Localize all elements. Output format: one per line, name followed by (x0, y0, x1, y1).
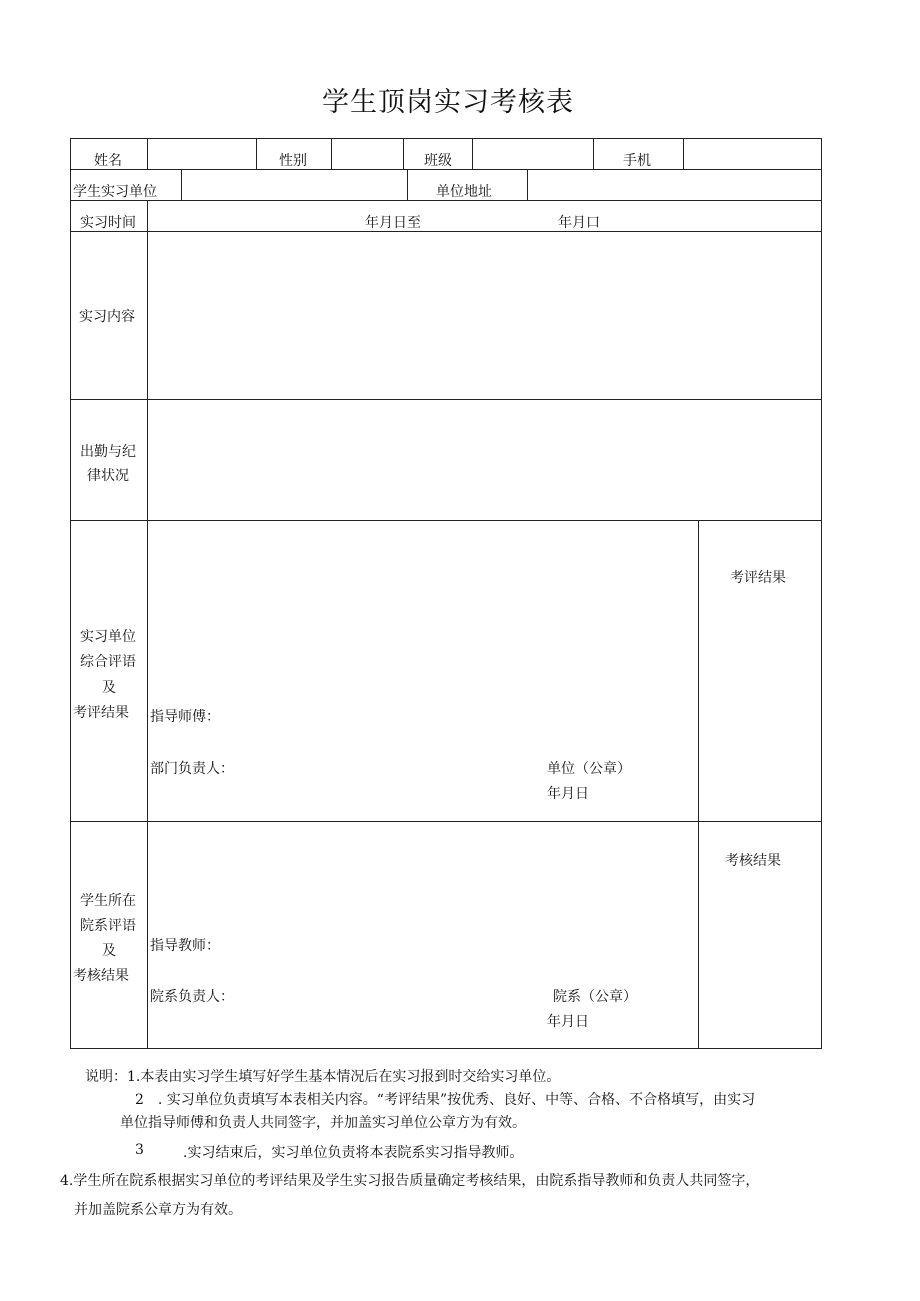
school-date: 年月日 (547, 1014, 589, 1030)
date-to: 年月口 (558, 215, 600, 231)
label-phone: 手机 (623, 153, 651, 169)
label-school-eval-4: 考核结果 (73, 968, 129, 984)
label-attendance-2: 律状况 (87, 468, 129, 484)
school-seal: 院系（公章） (553, 989, 637, 1005)
gender-field[interactable] (333, 140, 401, 168)
name-field[interactable] (149, 140, 254, 168)
label-school-head: 院系负责人： (150, 989, 234, 1005)
label-unit-eval-3: 及 (102, 680, 116, 696)
note-4b: 并加盖院系公章方为有效。 (74, 1202, 242, 1218)
unit-seal: 单位（公章） (547, 761, 631, 777)
content-field[interactable] (149, 233, 819, 397)
phone-field[interactable] (685, 140, 819, 168)
note-3-number: 3 (135, 1142, 144, 1158)
label-school-eval-3: 及 (102, 943, 116, 959)
label-teacher: 指导教师： (150, 938, 220, 954)
class-field[interactable] (474, 140, 591, 168)
label-mentor: 指导师傅： (150, 709, 220, 725)
label-unit-eval-2: 综合评语 (80, 654, 136, 670)
label-time: 实习时间 (80, 215, 136, 231)
label-attendance-1: 出勤与纪 (80, 444, 136, 460)
label-gender: 性别 (279, 153, 307, 169)
label-unit-eval-1: 实习单位 (80, 629, 136, 645)
note-2b: 单位指导师傅和负责人共同签字，并加盖实习单位公章方为有效。 (120, 1115, 526, 1131)
label-content: 实习内容 (79, 309, 135, 325)
date-from: 年月日至 (365, 215, 421, 231)
unit-field[interactable] (183, 171, 405, 199)
note-1: 说明：1.本表由实习学生填写好学生基本情况后在实习报到时交给实习单位。 (85, 1069, 561, 1085)
note-2a: 2 . 实习单位负责填写本表相关内容。“考评结果”按优秀、良好、中等、合格、不合格填写，由实习 (135, 1092, 756, 1108)
attendance-field[interactable] (149, 401, 819, 518)
assess-result-field[interactable] (700, 875, 819, 1046)
label-name: 姓名 (94, 153, 122, 169)
label-assess-result: 考核结果 (725, 853, 781, 869)
school-comment-field[interactable] (149, 823, 696, 923)
label-dept-head: 部门负责人： (150, 761, 234, 777)
unit-date: 年月日 (547, 786, 589, 802)
address-field[interactable] (529, 171, 819, 199)
label-school-eval-2: 院系评语 (80, 918, 136, 934)
label-school-eval-1: 学生所在 (80, 893, 136, 909)
label-eval-result: 考评结果 (730, 570, 786, 586)
page-title: 学生顶岗实习考核表 (322, 87, 574, 118)
eval-result-field[interactable] (700, 592, 819, 819)
label-unit-eval-4: 考评结果 (73, 705, 129, 721)
label-class: 班级 (424, 153, 452, 169)
unit-comment-field[interactable] (149, 522, 696, 692)
label-address: 单位地址 (436, 184, 492, 200)
note-3-text: .实习结束后，实习单位负责将本表院系实习指导教师。 (183, 1145, 524, 1161)
note-4a: 4.学生所在院系根据实习单位的考评结果及学生实习报告质量确定考核结果，由院系指导教师和负责人共同签字， (60, 1173, 760, 1189)
label-unit: 学生实习单位 (73, 184, 157, 200)
